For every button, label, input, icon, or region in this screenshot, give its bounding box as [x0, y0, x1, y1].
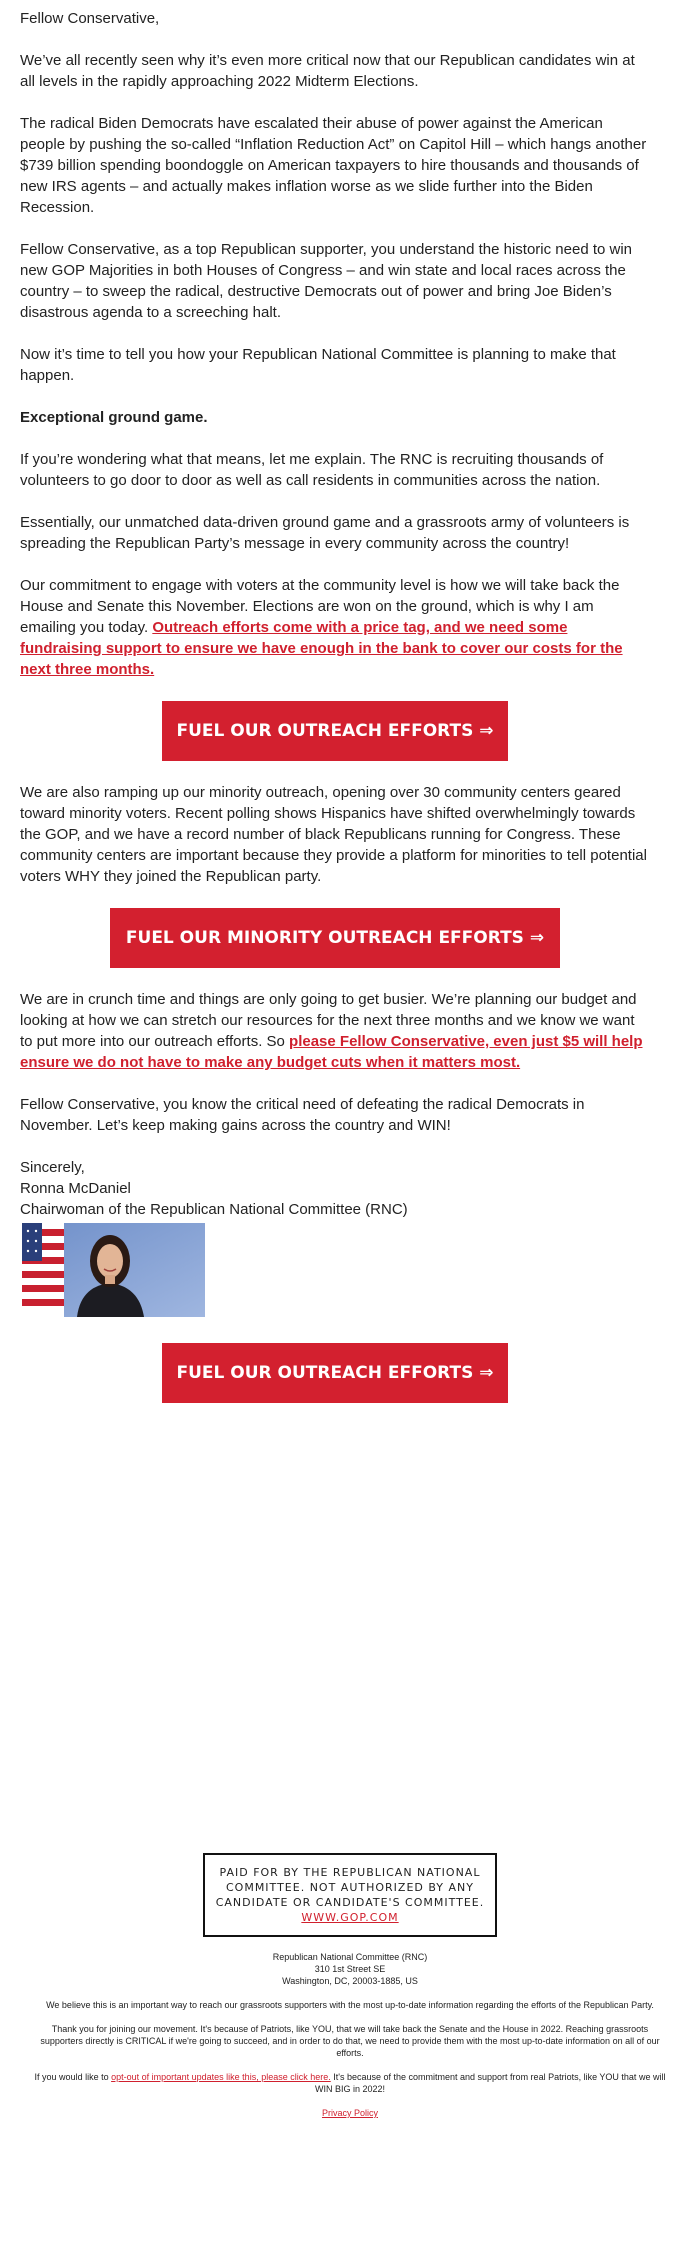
paragraph-midterms: We’ve all recently seen why it’s even more critical now that our Republican candidates win at all levels in the rapidly approaching 2022 Midterm Elections. [20, 52, 635, 90]
paragraph-minority-outreach: We are also ramping up our minority outreach, opening over 30 community centers geared toward minority voters. Recent polling shows Hispanics have shifted overwhelmingly towards the GOP, and we have a record number of black Republicans running for Congress. These community centers are important because they provide a platform for minorities to tell potential voters WHY they joined the Republican party. [20, 784, 647, 885]
paragraph-data-driven: Essentially, our unmatched data-driven ground game and a grassroots army of volunteers is spreading the Republican Party’s message in every community across the country! [20, 514, 630, 552]
fuel-minority-outreach-button[interactable]: FUEL OUR MINORITY OUTREACH EFFORTS ⇒ [110, 908, 560, 968]
paragraph-commitment: Our commitment to engage with voters at the community level is how we will take back the House and Senate this November. Elections are won on the ground, which is why I am emailing you today. Outreach efforts come with a price tag, and we need some fundraising support to ensure we have enough in the bank to cover our costs for the next three months. [20, 577, 623, 678]
fuel-outreach-button-bottom[interactable]: FUEL OUR OUTREACH EFFORTS ⇒ [162, 1343, 508, 1403]
footer-privacy [30, 2107, 670, 2119]
website-link[interactable]: WWW.GOP.COM [301, 1911, 399, 1924]
paid-for-disclaimer [203, 1853, 497, 1937]
footer-optout: If you would like to opt-out of important updates like this, please click here. It's because of the commitment and support from real Patriots, like YOU that we will WIN BIG in 2022! [34, 2072, 666, 2094]
paragraph-gop-majorities: Fellow Conservative, as a top Republican supporter, you understand the historic need to win new GOP Majorities in both Houses of Congress – and win state and local races across the country – to sweep the radical, destructive Democrats out of power and bring Joe Biden’s disastrous agenda to a screeching halt. [20, 241, 633, 321]
five-dollar-donate-link[interactable]: please Fellow Conservative, even just $5 will help ensure we do not have to make any budget cuts when it matters most. [20, 1033, 643, 1071]
paragraph-recruiting: If you’re wondering what that means, let me explain. The RNC is recruiting thousands of volunteers to go door to door as well as call residents in communities across the nation. [20, 451, 604, 489]
signer-photo [22, 1223, 205, 1317]
optout-link[interactable]: opt-out of important updates like this, please click here. [111, 2072, 331, 2082]
signer-name: Ronna McDaniel [20, 1180, 131, 1197]
city-address: Washington, DC, 20003-1885, US [282, 1976, 418, 1986]
paragraph-crunch-time: We are in crunch time and things are only going to get busier. We’re planning our budget and looking at how we can stretch our resources for the next three months and we know we want to put more into our outreach efforts. So please Fellow Conservative, even just $5 will help ensure we do not have to make any budget cuts when it matters most. [20, 991, 643, 1071]
email-body [20, 8, 650, 1424]
heading-ground-game: Exceptional ground game. [20, 409, 208, 426]
signer-title: Chairwoman of the Republican National Committee (RNC) [20, 1201, 408, 1218]
org-name: Republican National Committee (RNC) [272, 1952, 428, 1962]
salutation: Fellow Conservative, [20, 10, 160, 27]
outreach-donate-link[interactable]: Outreach efforts come with a price tag, and we need some fundraising support to ensure we have enough in the bank to cover our costs for the next three months. [20, 619, 623, 678]
paragraph-closing: Fellow Conservative, you know the critical need of defeating the radical Democrats in November. Let’s keep making gains across the country and WIN! [20, 1096, 585, 1134]
mailing-address [0, 1951, 700, 1987]
paragraph-plan: Now it’s time to tell you how your Republican National Committee is planning to make that happen. [20, 346, 616, 384]
signoff: Sincerely, [20, 1159, 85, 1176]
footer-note-updates: We believe this is an important way to reach our grassroots supporters with the most up-to-date information regarding the efforts of the Republican Party. [46, 2000, 654, 2010]
paragraph-inflation-act: The radical Biden Democrats have escalated their abuse of power against the American people by pushing the so-called “Inflation Reduction Act” on Capitol Hill – which hangs another $739 billion spending boondoggle on American taxpayers to hire thousands and thousands of new IRS agents – and actually makes inflation worse as we slide further into the Biden Recession. [20, 115, 647, 216]
street-address: 310 1st Street SE [314, 1964, 386, 1974]
footer-note-thanks: Thank you for joining our movement. It's because of Patriots, like YOU, that we will take back the Senate and the House in 2022. Reaching grassroots supporters directly is CRITICAL if we're going to succeed, and in order to do that, we need to provide them with the most up-to-date information on all of our efforts. [40, 2024, 660, 2058]
privacy-policy-link[interactable]: Privacy Policy [321, 2108, 378, 2118]
paid-for-text: PAID FOR BY THE REPUBLICAN NATIONAL COMMITTEE. NOT AUTHORIZED BY ANY CANDIDATE OR CANDIDATE'S COMMITTEE. [215, 1866, 485, 1909]
fuel-outreach-button[interactable]: FUEL OUR OUTREACH EFFORTS ⇒ [162, 701, 508, 761]
footer [0, 1853, 700, 2119]
